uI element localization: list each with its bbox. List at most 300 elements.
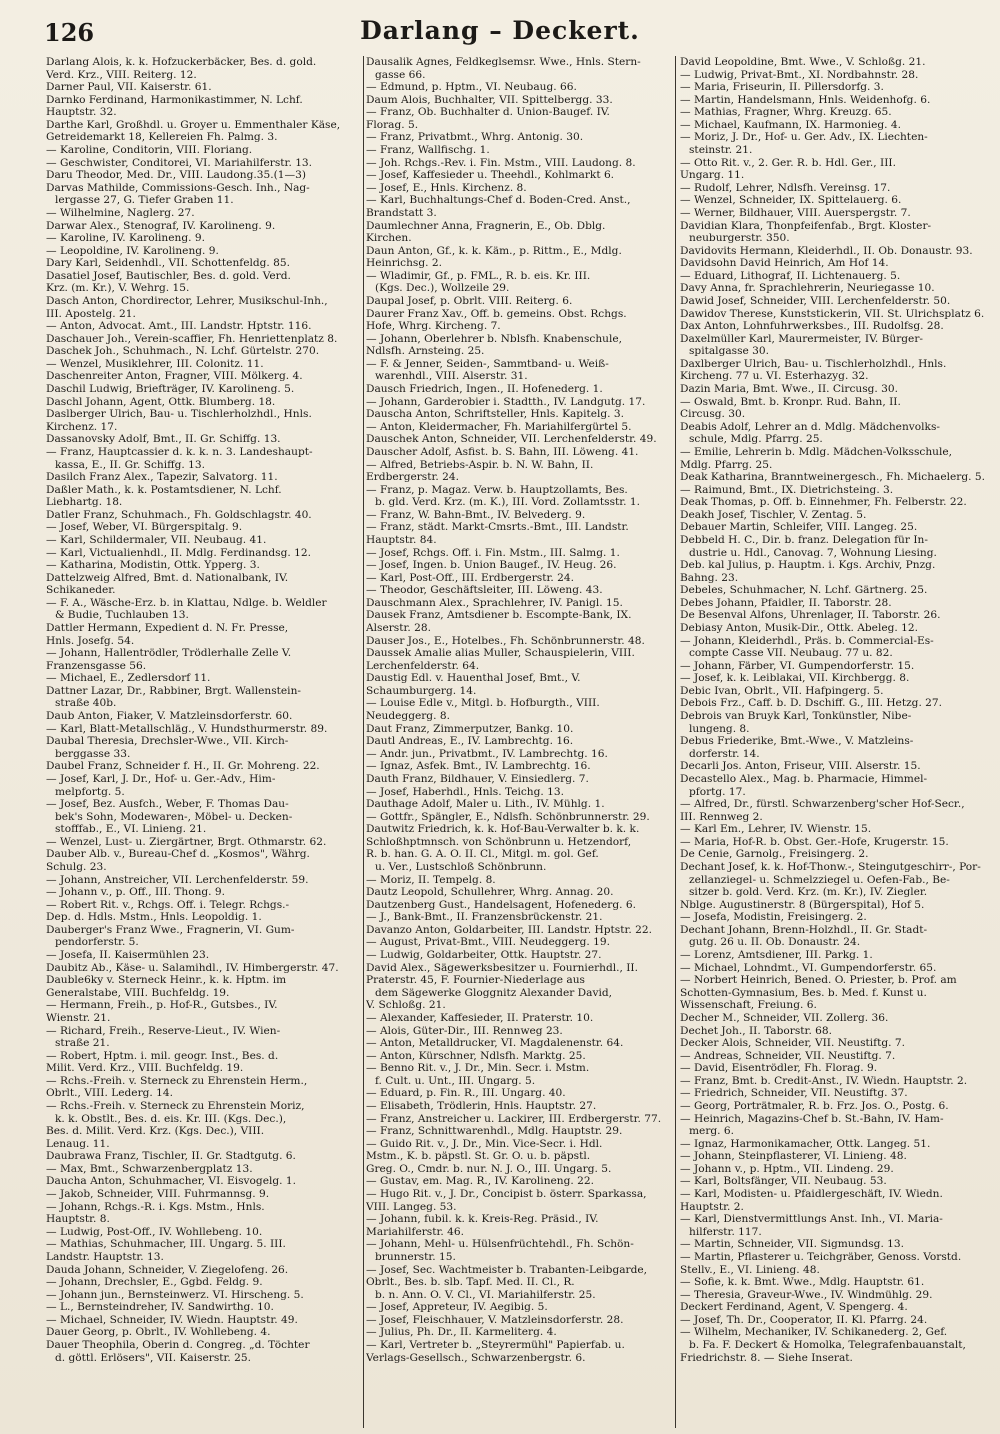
directory-entry-continuation: d. göttl. Erlösers", VII. Kaiserstr. 25. (55, 1351, 252, 1364)
directory-entry-continuation: melpfortg. 5. (55, 785, 125, 798)
directory-subentry: — Wenzel, Musiklehrer, III. Colonitz. 11. (46, 357, 264, 370)
directory-entry: Dautl Andreas, E., IV. Lambrechtg. 16. (366, 735, 574, 748)
directory-subentry: — Robert Rit. v., Rchgs. Off. i. Telegr. Rchgs.- (46, 898, 290, 911)
directory-entry: Debauer Martin, Schleifer, VIII. Langeg. 25. (680, 521, 918, 534)
directory-entry: Dattler Hermann, Expedient d. N. Fr. Presse, (46, 622, 289, 635)
directory-entry: Dautwitz Friedrich, k. k. Hof-Bau-Verwalter b. k. k. (366, 823, 640, 836)
directory-entry: Dauberger's Franz Wwe., Fragnerin, VI. Gum- (46, 923, 295, 936)
directory-entry: Dax Anton, Lohnfuhrwerksbes., III. Rudolfsg. 28. (680, 320, 944, 333)
directory-subentry: — L., Bernsteindreher, IV. Sandwirthg. 10. (46, 1301, 274, 1314)
directory-entry: Darthe Karl, Großhdl. u. Groyer u. Emmenthaler Käse, (46, 118, 341, 131)
directory-entry: Dauschmann Alex., Sprachlehrer, IV. Panigl. 15. (366, 596, 623, 609)
directory-entry: Dauer Theophila, Oberin d. Congreg. „d. Töchter (46, 1338, 310, 1351)
directory-entry: Mariahilferstr. 46. (366, 1225, 464, 1238)
directory-subentry: — Wilhelmine, Naglerg. 27. (46, 206, 195, 219)
directory-entry: Heinrichsg. 2. (366, 257, 442, 270)
directory-subentry: — Franz, Privatbmt., Whrg. Antonig. 30. (366, 131, 584, 144)
directory-entry: Bahng. 23. (680, 571, 739, 584)
directory-subentry: — Geschwister, Conditorei, VI. Mariahilferstr. 13. (46, 156, 313, 169)
directory-entry-continuation: spitalgasse 30. (689, 345, 770, 358)
directory-subentry: — Karl, Dienstvermittlungs Anst. Inh., VI. Maria- (680, 1213, 943, 1226)
directory-entry: Daubrawa Franz, Tischler, II. Gr. Stadtgutg. 6. (46, 1150, 296, 1163)
page-header (0, 14, 1000, 58)
directory-entry: Dauschek Anton, Schneider, VII. Lerchenfelderstr. 49. (366, 433, 657, 446)
directory-entry: Mdlg. Pfarrg. 25. (680, 458, 773, 471)
directory-entry: David Alex., Sägewerksbesitzer u. Fournierhdl., II. (366, 961, 638, 974)
directory-subentry: — Johann, Steinpflasterer, VI. Linieng. 48. (680, 1150, 907, 1163)
directory-subentry: — Johann, Mehl- u. Hülsenfrüchtehdl., Fh. Schön- (366, 1238, 634, 1251)
directory-subentry: — Michael, E., Zedlersdorf 11. (46, 672, 211, 685)
directory-entry: Deak Katharina, Branntweinergesch., Fh. Michaelerg. 5. (680, 471, 985, 484)
directory-entry: Dauscher Adolf, Asfist. b. S. Bahn, III. Löweng. 41. (366, 445, 639, 458)
directory-entry: Schloßhptmnsch. von Schönbrunn u. Hetzendorf, (366, 835, 632, 848)
directory-subentry: — Raimund, Bmt., IX. Dietrichsteing. 3. (680, 483, 894, 496)
directory-subentry: — David, Eisentrödler, Fh. Florag. 9. (680, 1062, 878, 1075)
directory-subentry: — Josef, E., Hnls. Kirchenz. 8. (366, 181, 527, 194)
directory-subentry: — Martin, Pflasterer u. Teichgräber, Genoss. Vorstd. (680, 1250, 962, 1263)
directory-subentry: — Georg, Porträtmaler, R. b. Frz. Jos. O., Postg. 6. (680, 1099, 949, 1112)
directory-entry: Dausalik Agnes, Feldkeglsemsr. Wwe., Hnls. Stern- (366, 56, 641, 68)
directory-subentry: — Katharina, Modistin, Ottk. Ypperg. 3. (46, 559, 260, 572)
directory-entry-continuation: neuburgerstr. 350. (689, 232, 790, 245)
directory-entry: Dauber Alb. v., Bureau-Chef d. „Kosmos", Währg. (46, 848, 310, 861)
directory-entry: Davidovits Hermann, Kleiderhdl., II. Ob. Donaustr. 93. (680, 244, 973, 257)
directory-entry-continuation: brunnerstr. 15. (375, 1250, 456, 1263)
directory-entry: Dechet Joh., II. Taborstr. 68. (680, 1024, 833, 1037)
directory-subentry: — Johann, Hallentrödler, Trödlerhalle Zelle V. (46, 647, 292, 660)
directory-subentry: — Martin, Handelsmann, Hnls. Weidenhofg. 6. (680, 93, 931, 106)
directory-entry: Alserstr. 28. (366, 622, 431, 635)
directory-entry: Hauptstr. 2. (680, 1200, 744, 1213)
directory-subentry: — Hugo Rit. v., J. Dr., Concipist b. österr. Sparkassa, (366, 1188, 647, 1201)
directory-entry: Obrlt., VIII. Lederg. 14. (46, 1087, 174, 1100)
directory-entry-continuation: bek's Sohn, Modewaren-, Möbel- u. Decken- (55, 810, 293, 823)
directory-entry: Deabis Adolf, Lehrer an d. Mdlg. Mädchenvolks- (680, 420, 940, 433)
directory-entry: III. Rennweg 2. (680, 810, 763, 823)
directory-entry: Darner Paul, VII. Kaiserstr. 61. (46, 81, 212, 94)
directory-entry-continuation: pendorferstr. 5. (55, 936, 139, 949)
directory-entry: Dazin Maria, Bmt. Wwe., II. Circusg. 30. (680, 383, 899, 396)
directory-subentry: — Emilie, Lehrerin b. Mdlg. Mädchen-Volksschule, (680, 445, 953, 458)
directory-entry: V. Schloßg. 21. (366, 999, 446, 1012)
directory-entry: Erdbergerstr. 24. (366, 471, 459, 484)
directory-entry: Ndlsfh. Arnsteing. 25. (366, 345, 485, 358)
directory-subentry: — Johann, Kleiderhdl., Präs. b. Commercial-Es- (680, 634, 934, 647)
directory-subentry: — Norbert Heinrich, Bened. O. Priester, b. Prof. am (680, 974, 957, 987)
directory-entry: Dassanovsky Adolf, Bmt., II. Gr. Schiffg. 13. (46, 433, 281, 446)
directory-entry: Dasch Anton, Chordirector, Lehrer, Musikschul-Inh., (46, 294, 328, 307)
directory-subentry: — Maria, Friseurin, II. Pillersdorfg. 3. (680, 81, 884, 94)
directory-subentry: — Karoline, Conditorin, VIII. Floriang. (46, 144, 253, 157)
directory-entry: Friedrichstr. 8. — Siehe Inserat. (680, 1351, 853, 1364)
directory-subentry: — Franz, Schnittwarenhdl., Mdlg. Hauptstr. 29. (366, 1125, 623, 1138)
directory-entry: Schulg. 23. (46, 861, 107, 873)
directory-subentry: — Josef, Ingen. b. Union Baugef., IV. Heug. 26. (366, 559, 617, 572)
directory-entry: Bes. d. Milit. Verd. Krz. (Kgs. Dec.), VIII. (46, 1125, 265, 1138)
directory-entry: Daschenreiter Anton, Fragner, VIII. Mölkerg. 4. (46, 370, 303, 383)
directory-entry: Kirchenz. 17. (46, 420, 118, 433)
directory-entry: Dautz Leopold, Schullehrer, Whrg. Annag. 20. (366, 886, 614, 899)
directory-entry-continuation: schule, Mdlg. Pfarrg. 25. (689, 433, 823, 446)
directory-subentry: — Moriz, J. Dr., Hof- u. Ger. Adv., IX. Liechten- (680, 131, 928, 144)
directory-entry: III. Apostelg. 21. (46, 307, 136, 320)
directory-subentry: — Franz, p. Magaz. Verw. b. Hauptzollamts, Bes. (366, 483, 628, 496)
directory-subentry: — Josef, Fleischhauer, V. Matzleinsdorferstr. 28. (366, 1313, 624, 1326)
directory-subentry: — Josef, Weber, VI. Bürgerspitalg. 9. (46, 521, 243, 534)
directory-subentry: — Johann v., p. Hptm., VII. Lindeng. 29. (680, 1162, 894, 1175)
directory-entry: Daut Franz, Zimmerputzer, Bankg. 10. (366, 722, 574, 735)
directory-subentry: — Elisabeth, Trödlerin, Hnls. Hauptstr. 27. (366, 1099, 597, 1112)
directory-entry: Dauth Franz, Bildhauer, V. Einsiedlerg. 7. (366, 772, 589, 785)
page-number: 126 (44, 18, 95, 47)
directory-entry: Liebhartg. 18. (46, 496, 123, 509)
directory-entry: Dawid Josef, Schneider, VIII. Lerchenfelderstr. 50. (680, 294, 951, 307)
directory-subentry: — Joh. Rchgs.-Rev. i. Fin. Mstm., VIII. Laudong. 8. (366, 156, 636, 169)
directory-entry: Generalstabe, VIII. Buchfeldg. 19. (46, 986, 230, 999)
directory-subentry: — Rchs.-Freih. v. Sterneck zu Ehrenstein Herm., (46, 1074, 308, 1087)
directory-subentry: — Mathias, Schuhmacher, III. Ungarg. 5. III. (46, 1238, 286, 1251)
directory-entry: Schikaneder. (46, 584, 116, 597)
directory-entry: Daxelmüller Karl, Maurermeister, IV. Bürger- (680, 332, 923, 345)
directory-subentry: — Michael, Lohndmt., VI. Gumpendorferstr. 65. (680, 961, 937, 974)
directory-entry: Dautzenberg Gust., Handelsagent, Hofenederg. 6. (366, 898, 636, 911)
directory-subentry: — Otto Rit. v., 2. Ger. R. b. Hdl. Ger., III. (680, 156, 896, 169)
directory-subentry: — Josefa, Modistin, Freisingerg. 2. (680, 911, 867, 924)
directory-entry-continuation: & Budie, Tuchlauben 13. (55, 609, 189, 622)
directory-entry-continuation: (Kgs. Dec.), Wollzeile 29. (375, 282, 510, 295)
directory-entry: Landstr. Hauptstr. 13. (46, 1250, 164, 1263)
directory-subentry: — Max, Bmt., Schwarzenbergplatz 13. (46, 1162, 253, 1175)
directory-subentry: — Richard, Freih., Reserve-Lieut., IV. Wien- (46, 1024, 281, 1037)
directory-entry-continuation: b. Fa. F. Deckert & Homolka, Telegrafenbauanstalt, (689, 1338, 966, 1351)
directory-entry: Daschek Joh., Schuhmach., N. Lchf. Gürtelstr. 270. (46, 345, 320, 358)
directory-subentry: — Wenzel, Lust- u. Ziergärtner, Brgt. Othmarstr. 62. (46, 835, 327, 848)
directory-entry: Krz. (m. Kr.), V. Wehrg. 15. (46, 282, 190, 295)
directory-subentry: — Franz, Anstreicher u. Lackirer, III. Erdbergerstr. 77. (366, 1112, 662, 1125)
directory-subentry: — Johann, Anstreicher, VII. Lerchenfelderstr. 59. (46, 873, 309, 886)
directory-entry: Hnls. Josefg. 54. (46, 634, 135, 647)
directory-entry: Hauptstr. 84. (366, 533, 437, 546)
directory-entry: Darvas Mathilde, Commissions-Gesch. Inh., Nag- (46, 181, 310, 194)
directory-subentry: — Lorenz, Amtsdiener, III. Parkg. 1. (680, 949, 873, 962)
directory-entry: Florag. 5. (366, 118, 419, 131)
directory-entry: Stellv., E., VI. Linieng. 48. (680, 1263, 820, 1276)
directory-entry: Deakh Josef, Tischler, V. Zentag. 5. (680, 508, 867, 521)
directory-subentry: — August, Privat-Bmt., VIII. Neudeggerg. 19. (366, 936, 610, 949)
directory-entry: Daubel Franz, Schneider f. H., II. Gr. Mohreng. 22. (46, 760, 320, 773)
directory-entry: Deckert Ferdinand, Agent, V. Spengerg. 4. (680, 1301, 908, 1314)
column-left (46, 56, 354, 1428)
directory-entry: Circusg. 30. (680, 408, 746, 421)
directory-entry-continuation: lergasse 27, G. Tiefer Graben 11. (55, 194, 234, 207)
directory-subentry: — Wenzel, Schneider, IX. Spittelauerg. 6. (680, 194, 902, 207)
directory-subentry: — Franz, Bmt. b. Credit-Anst., IV. Wiedn. Hauptstr. 2. (680, 1074, 968, 1087)
directory-subentry: — Karl, Buchhaltungs-Chef d. Boden-Cred. Anst., (366, 194, 631, 207)
directory-entry: Darwar Alex., Stenograf, IV. Karolineng. 9. (46, 219, 276, 232)
directory-entry: Debeles, Schuhmacher, N. Lchf. Gärtnerg. 25. (680, 584, 928, 597)
directory-subentry: — Ignaz, Harmonikamacher, Ottk. Langeg. 51. (680, 1137, 931, 1150)
directory-entry: Debrois van Bruyk Karl, Tonkünstler, Nibe- (680, 710, 912, 723)
column-middle (366, 56, 678, 1428)
directory-entry-continuation: straße 21. (55, 1037, 110, 1050)
directory-entry: Davy Anna, fr. Sprachlehrerin, Neuriegasse 10. (680, 282, 935, 295)
directory-subentry: — Josef, Appreteur, IV. Aegibig. 5. (366, 1301, 548, 1314)
directory-entry: Praterstr. 45, F. Fournier-Niederlage aus (366, 974, 585, 987)
directory-subentry: — Johann v., p. Off., III. Thong. 9. (46, 886, 226, 899)
directory-entry: Hauptstr. 32. (46, 106, 117, 119)
directory-subentry: — Anton, Kürschner, Ndlsfh. Marktg. 25. (366, 1049, 586, 1062)
directory-subentry: — Robert, Hptm. i. mil. geogr. Inst., Bes. d. (46, 1049, 279, 1062)
directory-subentry: — Karl, Post-Off., III. Erdbergerstr. 24. (366, 571, 574, 584)
directory-entry: Hofe, Whrg. Kircheng. 7. (366, 320, 501, 333)
running-title: Darlang – Deckert. (360, 16, 640, 45)
directory-entry: Debiasy Anton, Musik-Dir., Ottk. Abeleg. 12. (680, 622, 918, 635)
directory-entry-continuation: hilferstr. 117. (689, 1225, 762, 1238)
directory-entry-continuation: stofffab., E., VI. Linieng. 21. (55, 823, 207, 836)
directory-entry: Dauthage Adolf, Maler u. Lith., IV. Mühlg. 1. (366, 798, 605, 811)
directory-subentry: — Johann, Drechsler, E., Ggbd. Feldg. 9. (46, 1276, 263, 1289)
directory-subentry: — Oswald, Bmt. b. Kronpr. Rud. Bahn, II. (680, 395, 901, 408)
directory-subentry: — Anton, Advocat. Amt., III. Landstr. Hptstr. 116. (46, 320, 312, 333)
directory-subentry: — Theodor, Geschäftsleiter, III. Löweng. 43. (366, 584, 603, 597)
directory-entry: Daubitz Ab., Käse- u. Salamihdl., IV. Himbergerstr. 47. (46, 961, 339, 974)
directory-entry: Dauser Jos., E., Hotelbes., Fh. Schönbrunnerstr. 48. (366, 634, 645, 647)
directory-entry: Wienstr. 21. (46, 1011, 111, 1024)
directory-subentry: — Josef, Th. Dr., Cooperator, II. Kl. Pfarrg. 24. (680, 1313, 928, 1326)
directory-subentry: — Eduard, Lithograf, II. Lichtenauerg. 5. (680, 269, 901, 282)
directory-entry: Dattelzweig Alfred, Bmt. d. Nationalbank, IV. (46, 571, 289, 584)
directory-entry: Dep. d. Hdls. Mstm., Hnls. Leopoldig. 1. (46, 911, 262, 924)
directory-subentry: — Johann, Oberlehrer b. Nblsfh. Knabenschule, (366, 332, 622, 345)
directory-entry: Greg. O., Cmdr. b. nur. N. J. O., III. Ungarg. 5. (366, 1162, 612, 1175)
directory-entry: Deb. kal Julius, p. Hauptm. i. Kgs. Archiv, Pnzg. (680, 559, 936, 572)
directory-entry-continuation: dem Sägewerke Gloggnitz Alexander David, (375, 986, 612, 999)
directory-subentry: — Gustav, em. Mag. R., IV. Karolineng. 22. (366, 1175, 594, 1188)
directory-subentry: — Johann, Färber, VI. Gumpendorferstr. 15. (680, 659, 915, 672)
directory-subentry: — Anton, Kleidermacher, Fh. Mariahilfergürtel 5. (366, 420, 632, 433)
directory-entry: Nblge. Augustinerstr. 8 (Bürgerspital), Hof 5. (680, 898, 925, 911)
directory-entry: VIII. Langeg. 53. (366, 1200, 457, 1213)
directory-entry: Dausch Friedrich, Ingen., II. Hofenederg. 1. (366, 383, 603, 396)
directory-entry: Daubal Theresia, Drechsler-Wwe., VII. Kirch- (46, 735, 289, 748)
directory-subentry: — Alfred, Dr., fürstl. Schwarzenberg'scher Hof-Secr., (680, 798, 965, 811)
directory-subentry: — Josef, Sec. Wachtmeister b. Trabanten-Leibgarde, (366, 1263, 648, 1276)
directory-subentry: — Karoline, IV. Karolineng. 9. (46, 232, 205, 245)
directory-entry-continuation: pfortg. 17. (689, 785, 746, 798)
directory-entry: Davidsohn David Heinrich, Am Hof 14. (680, 257, 889, 270)
directory-subentry: — F. A., Wäsche-Erz. b. in Klattau, Ndlge. b. Weldler (46, 596, 327, 609)
directory-entry: Verlags-Gesellsch., Schwarzenbergstr. 6. (366, 1351, 586, 1364)
directory-entry: Datler Franz, Schuhmach., Fh. Goldschlagstr. 40. (46, 508, 312, 521)
directory-entry: Daßler Math., k. k. Postamtsdiener, N. Lchf. (46, 483, 282, 496)
directory-entry: Daslberger Ulrich, Bau- u. Tischlerholzhdl., Hnls. (46, 408, 312, 421)
directory-entry: Decker Alois, Schneider, VII. Neustiftg. 7. (680, 1037, 905, 1050)
directory-entry: Daschauer Joh., Verein-scaffier, Fh. Henriettenplatz 8. (46, 332, 338, 345)
directory-entry: Ungarg. 11. (680, 169, 745, 182)
directory-subentry: — Rchs.-Freih. v. Sterneck zu Ehrenstein Moriz, (46, 1099, 305, 1112)
directory-entry: Debes Johann, Pfaidler, II. Taborstr. 28. (680, 596, 892, 609)
directory-entry: Daschil Ludwig, Briefträger, IV. Karolineng. 5. (46, 383, 295, 396)
directory-entry: Daussek Amalie alias Muller, Schauspielerin, VIII. (366, 647, 635, 660)
directory-subentry: — Karl Em., Lehrer, IV. Wienstr. 15. (680, 823, 872, 836)
directory-entry: Mstm., K. b. päpstl. St. Gr. O. u. b. päpstl. (366, 1150, 591, 1163)
directory-entry: Lerchenfelderstr. 64. (366, 659, 480, 672)
directory-entry: Dawidov Therese, Kunststickerin, VII. St. Ulrichsplatz 6. (680, 307, 985, 320)
directory-entry-continuation: dorferstr. 14. (689, 747, 760, 760)
directory-subentry: — Hermann, Freih., p. Hof-R., Gutsbes., IV. (46, 999, 278, 1012)
directory-entry: Debois Frz., Caff. b. D. Dschiff. G., III. Hetzg. 27. (680, 697, 943, 710)
directory-entry: Dauble6ky v. Sterneck Heinr., k. k. Hptm. im (46, 974, 287, 987)
directory-subentry: — Werner, Bildhauer, VIII. Auerspergstr. 7. (680, 206, 911, 219)
directory-subentry: — Martin, Schneider, VII. Sigmundsg. 13. (680, 1238, 905, 1251)
directory-entry: Kirchen. (366, 232, 412, 245)
directory-entry: David Leopoldine, Bmt. Wwe., V. Schloßg. 21. (680, 56, 926, 68)
directory-entry: Dechant Josef, k. k. Hof-Thonw.-, Steingutgeschirr-, Por- (680, 861, 981, 873)
directory-entry: Decarli Jos. Anton, Friseur, VIII. Alserstr. 15. (680, 760, 921, 773)
directory-subentry: — Karl, Blatt-Metallschläg., V. Hundsthurmerstr. 89. (46, 722, 328, 735)
directory-entry: Daustig Edl. v. Hauenthal Josef, Bmt., V. (366, 672, 581, 685)
directory-subentry: — Leopoldine, IV. Karolineng. 9. (46, 244, 219, 257)
directory-subentry: — Friedrich, Schneider, VII. Neustiftg. 37. (680, 1087, 908, 1100)
directory-subentry: — Moriz, II. Tempelg. 8. (366, 873, 496, 886)
directory-entry: Obrlt., Bes. b. slb. Tapf. Med. II. Cl., R. (366, 1276, 575, 1289)
directory-subentry: — Johann, fubil. k. k. Kreis-Reg. Präsid., IV. (366, 1213, 599, 1226)
directory-entry: Daupal Josef, p. Obrlt. VIII. Reiterg. 6. (366, 294, 573, 307)
directory-entry: R. b. han. G. A. O. II. Cl., Mitgl. m. gol. Gef. (366, 848, 599, 861)
directory-subentry: — Johann jun., Bernsteinwerz. VI. Hirscheng. 5. (46, 1288, 304, 1301)
directory-entry: Daucha Anton, Schuhmacher, VI. Eisvogelg. 1. (46, 1175, 296, 1188)
directory-entry: Davanzo Anton, Goldarbeiter, III. Landstr. Hptstr. 22. (366, 923, 652, 936)
directory-subentry: — Andreas, Schneider, VII. Neustiftg. 7. (680, 1049, 896, 1062)
directory-entry: Davidian Klara, Thonpfeifenfab., Brgt. Kloster- (680, 219, 932, 232)
directory-entry: Dattner Lazar, Dr., Rabbiner, Brgt. Wallenstein- (46, 684, 301, 697)
directory-subentry: — Michael, Kaufmann, IX. Harmonieg. 4. (680, 118, 901, 131)
directory-entry-continuation: f. Cult. u. Unt., III. Ungarg. 5. (375, 1074, 536, 1087)
directory-subentry: — Josefa, II. Kaisermühlen 23. (46, 949, 210, 962)
directory-entry-continuation: sitzer b. gold. Verd. Krz. (m. Kr.), IV. Ziegler. (689, 886, 928, 899)
directory-subentry: — Karl, Victualienhdl., II. Mdlg. Ferdinandsg. 12. (46, 546, 311, 559)
directory-entry-continuation: k. k. Obstlt., Bes. d. eis. Kr. III. (Kgs. Dec.), (55, 1112, 287, 1125)
directory-entry: Dasatiel Josef, Bautischler, Bes. d. gold. Verd. (46, 269, 291, 282)
directory-subentry: — Ignaz, Asfek. Bmt., IV. Lambrechtg. 16. (366, 760, 591, 773)
directory-entry-continuation: gutg. 26 u. II. Ob. Donaustr. 24. (689, 936, 861, 949)
directory-entry-continuation: straße 40b. (55, 697, 117, 710)
directory-subentry: — Johann, Rchgs.-R. i. Kgs. Mstm., Hnls. (46, 1200, 265, 1213)
directory-entry: Darlang Alois, k. k. Hofzuckerbäcker, Bes. d. gold. (46, 56, 317, 68)
directory-subentry: — Guido Rit. v., J. Dr., Min. Vice-Secr. i. Hdl. (366, 1137, 603, 1150)
directory-subentry: — Sofie, k. k. Bmt. Wwe., Mdlg. Hauptstr. 61. (680, 1276, 925, 1289)
directory-subentry: — Franz, städt. Markt-Cmsrts.-Bmt., III. Landstr. (366, 521, 629, 534)
directory-entry-continuation: gasse 66. (375, 68, 426, 81)
directory-columns (46, 56, 992, 1428)
directory-subentry: — Wladimir, Gf., p. FML., R. b. eis. Kr. III. (366, 269, 591, 282)
directory-entry-continuation: merg. 6. (689, 1125, 735, 1138)
directory-subentry: — Josef, Rchgs. Off. i. Fin. Mstm., III. Salmg. 1. (366, 546, 620, 559)
directory-entry: Daurer Franz Xav., Off. b. gemeins. Obst. Rchgs. (366, 307, 627, 320)
directory-entry: De Cenie, Garnolg., Freisingerg. 2. (680, 848, 869, 861)
directory-subentry: — Mathias, Fragner, Whrg. Kreuzg. 65. (680, 106, 892, 119)
directory-subentry: — Andr. jun., Privatbmt., IV. Lambrechtg. 16. (366, 747, 608, 760)
directory-subentry: — Jakob, Schneider, VIII. Fuhrmannsg. 9. (46, 1188, 270, 1201)
directory-subentry: — Edmund, p. Hptm., VI. Neubaug. 66. (366, 81, 577, 94)
directory-entry: Franzensgasse 56. (46, 659, 147, 672)
directory-subentry: — Anton, Metalldrucker, VI. Magdalenenstr. 64. (366, 1037, 624, 1050)
directory-subentry: — Karl, Vertreter b. „Steyrermühl" Papierfab. u. (366, 1338, 625, 1351)
directory-subentry: — Eduard, p. Fin. R., III. Ungarg. 40. (366, 1087, 566, 1100)
directory-subentry: — Alexander, Kaffesieder, II. Praterstr. 10. (366, 1011, 594, 1024)
directory-entry: Dary Karl, Seidenhdl., VII. Schottenfeldg. 85. (46, 257, 291, 270)
directory-entry: Dasilch Franz Alex., Tapezir, Salvatorg. 11. (46, 471, 278, 484)
directory-subentry: — Franz, Wallfischg. 1. (366, 144, 490, 157)
directory-entry-continuation: warenhdl., VIII. Alserstr. 31. (375, 370, 528, 383)
directory-subentry: — Michael, Schneider, IV. Wiedn. Hauptstr. 49. (46, 1313, 298, 1326)
directory-entry-continuation: kassa, E., II. Gr. Schiffg. 13. (55, 458, 205, 471)
directory-entry: Neudeggerg. 8. (366, 710, 450, 723)
directory-entry-continuation: b. n. Ann. O. V. Cl., VI. Mariahilferstr. 25. (375, 1288, 596, 1301)
directory-subentry: — Franz, Ob. Buchhalter d. Union-Baugef. IV. (366, 106, 610, 119)
directory-subentry: — Gottfr., Spängler, E., Ndlsfh. Schönbrunnerstr. 29. (366, 810, 650, 823)
directory-subentry: — Rudolf, Lehrer, Ndlsfh. Vereinsg. 17. (680, 181, 891, 194)
directory-entry: Decastello Alex., Mag. b. Pharmacie, Himmel- (680, 772, 928, 785)
directory-entry: Daumlechner Anna, Fragnerin, E., Ob. Dblg. (366, 219, 606, 232)
directory-entry: Deak Thomas, p. Off. b. Einnehmer, Fh. Felberstr. 22. (680, 496, 967, 509)
directory-subentry: — Benno Rit. v., J. Dr., Min. Secr. i. Mstm. (366, 1062, 590, 1075)
directory-entry: Schaumburgerg. 14. (366, 684, 477, 697)
column-right (680, 56, 992, 1428)
directory-subentry: — Heinrich, Magazins-Chef b. St.-Bahn, IV. Ham- (680, 1112, 944, 1125)
directory-entry-continuation: compte Casse VII. Neubaug. 77 u. 82. (689, 647, 893, 660)
directory-entry-continuation: berggasse 33. (55, 747, 131, 760)
directory-entry: Milit. Verd. Krz., VIII. Buchfeldg. 19. (46, 1062, 244, 1075)
directory-entry: Dauscha Anton, Schriftsteller, Hnls. Kapitelg. 3. (366, 408, 625, 421)
directory-entry: Dauer Georg, p. Obrlt., IV. Wohllebeng. 4. (46, 1326, 271, 1339)
directory-entry: Dechant Johann, Brenn-Holzhdl., II. Gr. Stadt- (680, 923, 928, 936)
directory-subentry: — Ludwig, Post-Off., IV. Wohllebeng. 10. (46, 1225, 263, 1238)
directory-entry: Brandstatt 3. (366, 206, 437, 219)
directory-subentry: — Wilhelm, Mechaniker, IV. Schikanederg. 2, Gef. (680, 1326, 948, 1339)
directory-entry-continuation: zellanziegel- u. Schmelzziegel u. Oefen-Fab., Be- (689, 873, 950, 886)
directory-subentry: — Johann, Garderobier i. Stadtth., IV. Landgutg. 17. (366, 395, 646, 408)
directory-entry: Daschl Johann, Agent, Ottk. Blumberg. 18. (46, 395, 276, 408)
directory-subentry: — Alois, Güter-Dir., III. Rennweg 23. (366, 1024, 563, 1037)
directory-entry: Daub Anton, Fiaker, V. Matzleinsdorferstr. 60. (46, 710, 293, 723)
directory-subentry: — Karl, Boltsfänger, VII. Neubaug. 53. (680, 1175, 887, 1188)
directory-entry-continuation: u. Ver., Lustschloß Schönbrunn. (375, 861, 547, 873)
directory-subentry: — Josef, Haberhdl., Hnls. Teichg. 13. (366, 785, 564, 798)
directory-entry: Hauptstr. 8. (46, 1213, 110, 1226)
directory-entry: Getreidemarkt 18, Kellereien Fh. Palmg. 3. (46, 131, 278, 144)
directory-entry: Dauda Johann, Schneider, V. Ziegelofeng. 26. (46, 1263, 289, 1276)
directory-subentry: — Josef, Bez. Ausfch., Weber, F. Thomas Dau- (46, 798, 289, 811)
directory-subentry: — Franz, W. Bahn-Bmt., IV. Belvederg. 9. (366, 508, 586, 521)
directory-entry: Debus Friederike, Bmt.-Wwe., V. Matzleins- (680, 735, 914, 748)
directory-entry: Daum Alois, Buchhalter, VII. Spittelbergg. 33. (366, 93, 613, 106)
directory-subentry: — Maria, Hof-R. b. Obst. Ger.-Hofe, Krugerstr. 15. (680, 835, 949, 848)
directory-entry: Debic Ivan, Obrlt., VII. Hafpingerg. 5. (680, 684, 884, 697)
directory-subentry: — Julius, Ph. Dr., II. Karmeliterg. 4. (366, 1326, 557, 1339)
directory-subentry: — Karl, Schildermaler, VII. Neubaug. 41. (46, 533, 267, 546)
directory-entry: Lenaug. 11. (46, 1137, 110, 1150)
directory-entry: Debbeld H. C., Dir. b. franz. Delegation für In- (680, 533, 928, 546)
directory-entry: Wissenschaft, Freiung. 6. (680, 999, 817, 1012)
directory-entry: Daru Theodor, Med. Dr., VIII. Laudong.35.(1—3) (46, 169, 306, 182)
directory-subentry: — J., Bank-Bmt., II. Franzensbrückenstr. 21. (366, 911, 603, 924)
directory-subentry: — Louise Edle v., Mitgl. b. Hofburgth., VIII. (366, 697, 600, 710)
directory-subentry: — Josef, Karl, J. Dr., Hof- u. Ger.-Adv., Him- (46, 772, 276, 785)
directory-subentry: — Alfred, Betriebs-Aspir. b. N. W. Bahn, II. (366, 458, 594, 471)
directory-subentry: — Ludwig, Privat-Bmt., XI. Nordbahnstr. 28. (680, 68, 919, 81)
directory-entry: Darnko Ferdinand, Harmonikastimmer, N. Lchf. (46, 93, 303, 106)
